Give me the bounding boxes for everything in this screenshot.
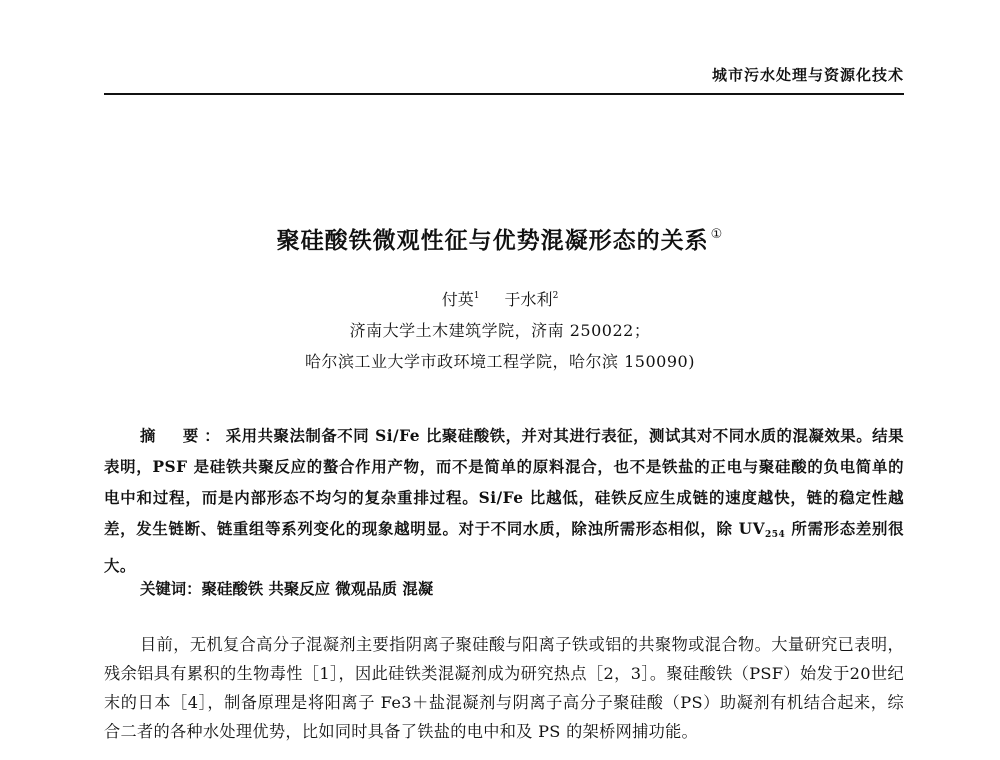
author-1-name: 付英 bbox=[441, 290, 474, 309]
abstract-label: 摘 要： bbox=[140, 427, 226, 445]
abstract-subscript: 254 bbox=[765, 530, 786, 540]
keywords-label: 关键词： bbox=[140, 580, 202, 598]
keywords-text: 聚硅酸铁 共聚反应 微观品质 混凝 bbox=[201, 580, 434, 598]
author-2-mark: 2 bbox=[552, 291, 559, 301]
affiliation-1: 济南大学土木建筑学院，济南 250022； bbox=[349, 321, 651, 340]
header-rule bbox=[104, 93, 904, 95]
body-paragraph-1: 目前，无机复合高分子混凝剂主要指阴离子聚硅酸与阳离子铁或铝的共聚物或混合物。大量研究已表明，残余铝具有累积的生物毒性［1］，因此硅铁类混凝剂成为研究热点［2，3］。聚硅酸铁（PSF）始发于20世纪末的日本［4］，制备原理是将阳离子 Fe3＋盐混凝剂与阴离子高分子聚硅酸（PS）助凝剂有机结合起来，综合二者的各种水处理优势，比如同时具备了铁盐的电中和及 PS 的架桥网捕功能。 bbox=[104, 635, 904, 741]
author-1-mark: 1 bbox=[473, 291, 480, 301]
article-title-text: 聚硅酸铁微观性征与优势混凝形态的关系 bbox=[276, 228, 709, 254]
abstract bbox=[104, 421, 904, 582]
author-line bbox=[0, 287, 1000, 310]
title-footnote-mark: ① bbox=[710, 227, 724, 242]
author-1 bbox=[442, 290, 480, 309]
article-title bbox=[0, 222, 1000, 255]
abstract-text-end: 所需形态差别很大。 bbox=[104, 520, 904, 575]
affiliation-2: 哈尔滨工业大学市政环境工程学院，哈尔滨 150090) bbox=[305, 352, 695, 371]
keywords bbox=[140, 577, 433, 599]
author-2 bbox=[505, 290, 559, 309]
abstract-text: 采用共聚法制备不同 Si/Fe 比聚硅酸铁，并对其进行表征，测试其对不同水质的混凝效果。结果表明，PSF 是硅铁共聚反应的螯合作用产物，而不是简单的原料混合，也不是铁盐的正电与聚硅酸的负电简单的电中和过程，而是内部形态不均匀的复杂重排过程。Si/Fe 比越低，硅铁反应生成链的速度越快，链的稳定性越差，发生链断、链重组等系列变化的现象越明显。对于不同水质，除浊所需形态相似，除 UV bbox=[104, 427, 904, 538]
author-2-name: 于水利 bbox=[504, 290, 553, 309]
running-header: 城市污水处理与资源化技术 bbox=[711, 66, 904, 84]
